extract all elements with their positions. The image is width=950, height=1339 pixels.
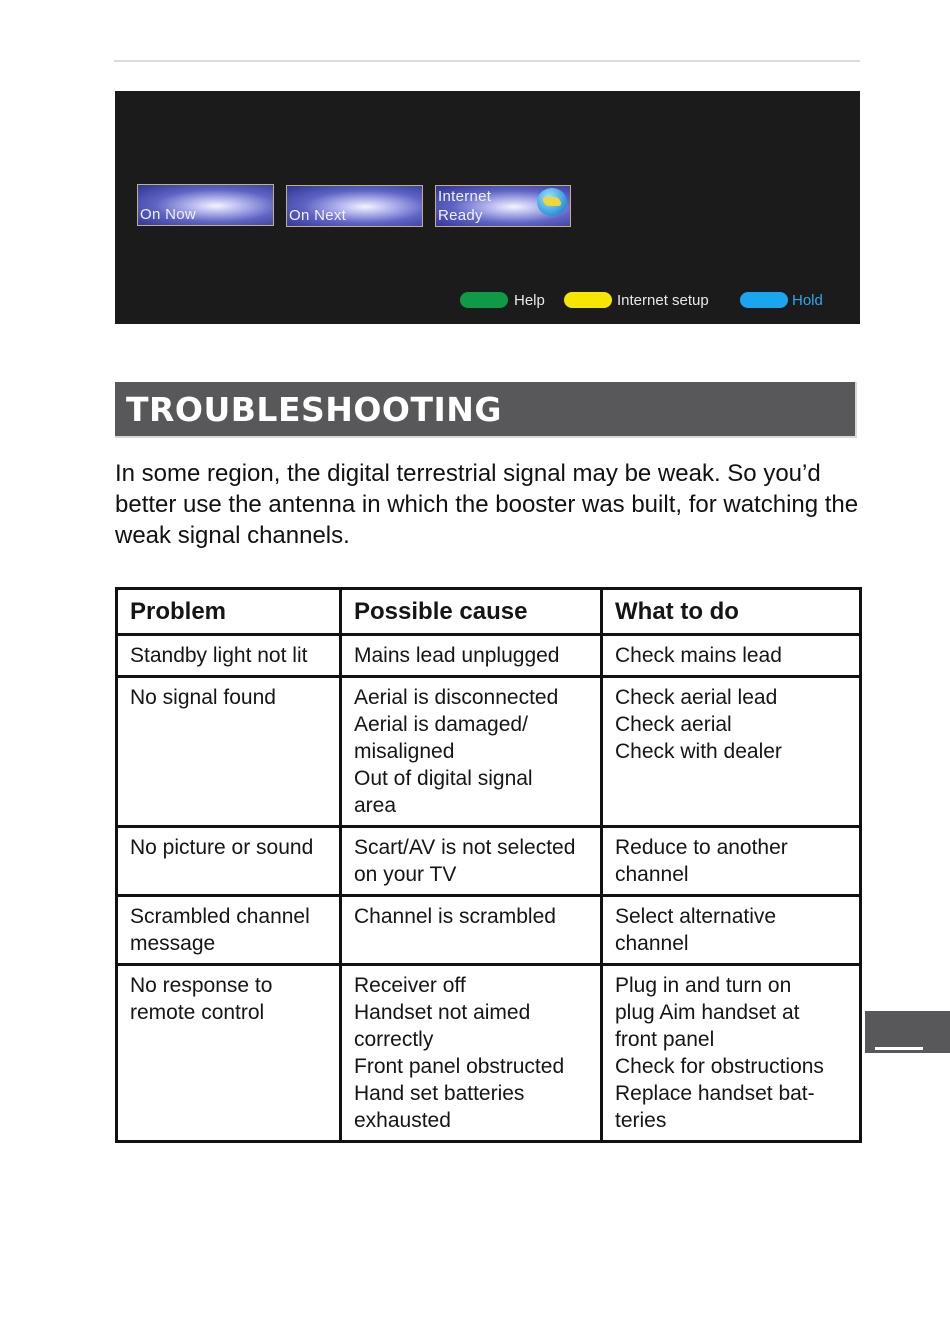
- cell-text-line: Aerial is disconnected: [354, 686, 559, 709]
- cell-text-line: message: [130, 932, 216, 955]
- green-key-icon: [460, 292, 508, 308]
- cell-text-line: correctly: [354, 1028, 434, 1051]
- cell-text-line: Front panel obstructed: [354, 1055, 565, 1078]
- cell-text-line: remote control: [130, 1001, 265, 1024]
- side-tab-mark: [875, 1047, 923, 1050]
- cell-text-line: Check aerial: [615, 713, 732, 736]
- cell-text-line: Replace handset bat-: [615, 1082, 815, 1105]
- cell-text-line: No signal found: [130, 686, 276, 709]
- cell-text-line: Scrambled channel: [130, 905, 310, 928]
- section-header: [115, 382, 857, 438]
- cell-text-line: channel: [615, 863, 689, 886]
- cause-cell: [341, 677, 602, 827]
- cell-text-line: Check aerial lead: [615, 686, 778, 709]
- cell-text-line: Aerial is damaged/: [354, 713, 528, 736]
- cell-text-line: No response to: [130, 974, 273, 997]
- cell-text-line: Out of digital signal: [354, 767, 533, 790]
- table-row: [117, 677, 861, 827]
- cause-cell: [341, 635, 602, 677]
- cell-text-line: Reduce to another: [615, 836, 788, 859]
- cell-text-line: Mains lead unplugged: [354, 644, 560, 667]
- table-body: [117, 635, 861, 1142]
- table-row: [117, 896, 861, 965]
- action-cell: [602, 677, 861, 827]
- cell-text-line: channel: [615, 932, 689, 955]
- cell-text-line: exhausted: [354, 1109, 451, 1132]
- table-row: [117, 635, 861, 677]
- cell-text-line: Check for obstructions: [615, 1055, 824, 1078]
- cause-cell: [341, 896, 602, 965]
- cause-cell: [341, 827, 602, 896]
- cell-text-line: Standby light not lit: [130, 644, 308, 667]
- table-row: [117, 827, 861, 896]
- action-cell: [602, 896, 861, 965]
- header-problem: Problem: [117, 589, 341, 635]
- cell-text-line: area: [354, 794, 397, 817]
- table-row: [117, 965, 861, 1142]
- cell-text-line: Receiver off: [354, 974, 466, 997]
- action-cell: [602, 827, 861, 896]
- intro-paragraph: In some region, the digital terrestrial signal may be weak. So you’d better use the antenna in which the booster was built, for watching the weak signal channels.: [115, 460, 859, 549]
- internet-ready-label: Internet Ready: [438, 188, 492, 224]
- header-what-to-do: What to do: [602, 589, 861, 635]
- problem-cell: [117, 896, 341, 965]
- on-next-label: On Next: [289, 207, 347, 224]
- on-next-button[interactable]: [286, 185, 423, 227]
- internet-setup-key-label: Internet setup: [617, 292, 709, 309]
- cell-text-line: Scart/AV is not selected: [354, 836, 576, 859]
- on-now-label: On Now: [140, 206, 196, 223]
- cell-text-line: misaligned: [354, 740, 455, 763]
- cause-cell: [341, 965, 602, 1142]
- problem-cell: [117, 965, 341, 1142]
- cell-text-line: Plug in and turn on: [615, 974, 792, 997]
- internet-ready-button[interactable]: [435, 185, 571, 227]
- cell-text-line: Channel is scrambled: [354, 905, 556, 928]
- on-now-button[interactable]: [137, 184, 274, 226]
- tv-menu-screenshot: [115, 91, 860, 324]
- help-key-label: Help: [514, 292, 545, 309]
- header-possible-cause: Possible cause: [341, 589, 602, 635]
- cell-text-line: Check with dealer: [615, 740, 782, 763]
- globe-icon: [537, 188, 567, 216]
- table-header-row: [117, 589, 861, 635]
- troubleshooting-table: [115, 587, 862, 1143]
- problem-cell: [117, 635, 341, 677]
- yellow-key-icon: [564, 292, 612, 308]
- cell-text-line: Check mains lead: [615, 644, 782, 667]
- cell-text-line: front panel: [615, 1028, 715, 1051]
- top-rule: [114, 60, 860, 62]
- cell-text-line: on your TV: [354, 863, 457, 886]
- side-tab: [865, 1011, 950, 1053]
- cell-text-line: teries: [615, 1109, 667, 1132]
- cell-text-line: Hand set batteries: [354, 1082, 525, 1105]
- problem-cell: [117, 677, 341, 827]
- cell-text-line: plug Aim handset at: [615, 1001, 800, 1024]
- hold-key-label: Hold: [792, 292, 823, 309]
- action-cell: [602, 965, 861, 1142]
- cell-text-line: Handset not aimed: [354, 1001, 531, 1024]
- cell-text-line: No picture or sound: [130, 836, 314, 859]
- section-title: TROUBLESHOOTING: [126, 390, 502, 429]
- action-cell: [602, 635, 861, 677]
- cell-text-line: Select alternative: [615, 905, 777, 928]
- problem-cell: [117, 827, 341, 896]
- blue-key-icon: [740, 292, 788, 308]
